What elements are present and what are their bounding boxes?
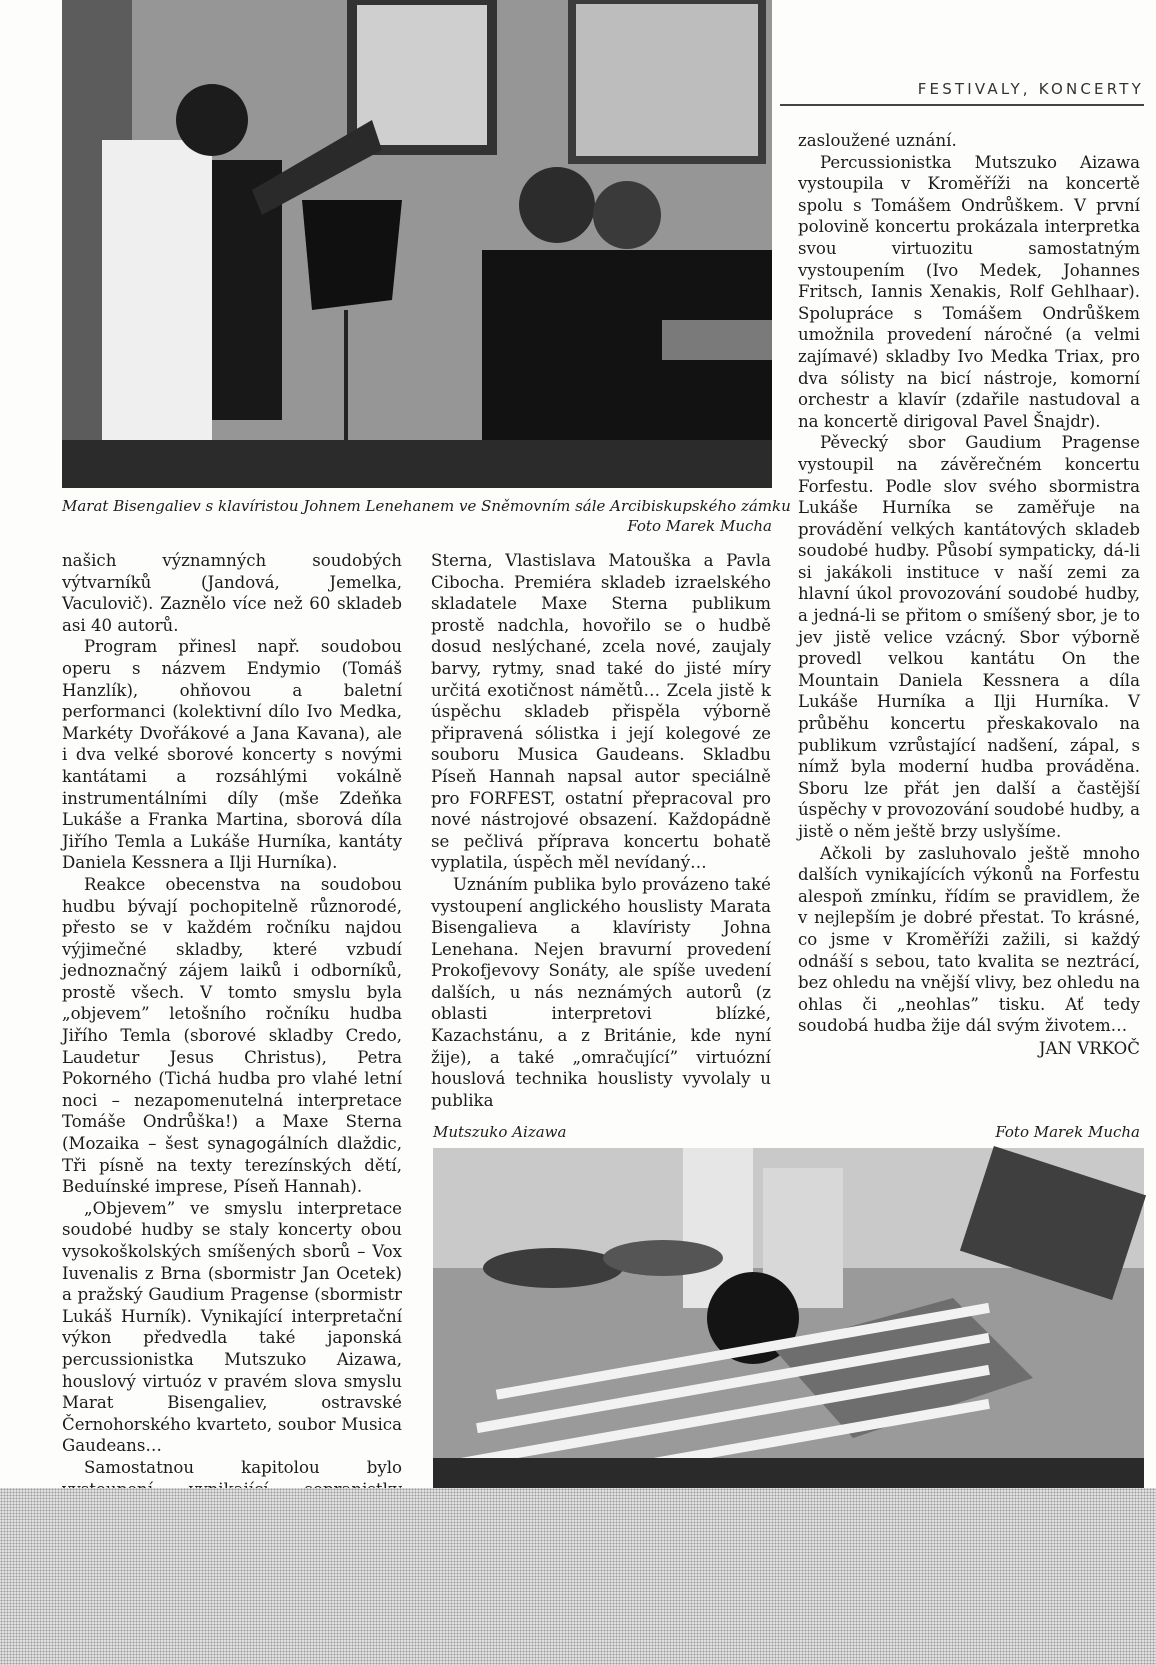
- photo-percussionist: [433, 1148, 1144, 1488]
- col1-paragraph-2: Program přinesl např. soudobou operu s názvem Endymio (Tomáš Hanzlík), ohňovou a baletní performanci (kolektivní dílo Ivo Medka, Markéty Dvořákové a Jana Kavana), ale i dva velké sborové koncerty s novými kantátami a rozsáhlými vokálně instrumentálními díly (mše Zdeňka Lukáše a Franka Martina, sborová díla Jiřího Temla a Lukáše Hurníka, kantáty Daniela Kessnera a Ilji Hurníka).: [62, 637, 402, 873]
- column-1: [62, 550, 402, 1486]
- scan-halftone-band: [0, 1488, 1156, 1665]
- col1-paragraph-1: našich významných soudobých výtvarníků (Jandová, Jemelka, Vaculovič). Zaznělo více než 60 skladeb asi 40 autorů.: [62, 551, 402, 635]
- col3-paragraph-4: Ačkoli by zasluhovalo ještě mnoho dalších vynikajících výkonů na Forfestu alespoň zmínku, řídím se pravidlem, že v nejlepším je dobré přestat. To krásné, co jsme v Kroměříži zažili, si každý odnáší s sebou, tato kvalita se neztrácí, bez ohledu na vnější vlivy, bez ohledu na ohlas či „neohlas” tisku. Ať tedy soudobá hudba žije dál svým životem…: [798, 843, 1140, 1036]
- col2-paragraph-1: Sterna, Vlastislava Matouška a Pavla Cibocha. Premiéra skladeb izraelského skladatele Maxe Sterna publikum prostě nadchla, hovořilo se o hudbě dosud neslýchané, zcela nové, zaujaly barvy, rytmy, snad také do jisté míry určitá exotičnost námětů… Zcela jistě k úspěchu skladeb přispěla výborně připravená sólistka i její kolegové ze souboru Musica Gaudeans. Skladbu Píseň Hannah napsal autor speciálně pro FORFEST, ostatní přepracoval pro nové nástrojové obsazení. Každopádně se pečlivá příprava koncertu bohatě vyplatila, úspěch měl nevídaný…: [431, 551, 771, 873]
- col3-paragraph-1: zasloužené uznání.: [798, 131, 957, 150]
- photo2-caption: Mutszuko Aizawa: [433, 1123, 567, 1141]
- photo1-credit: Foto Marek Mucha: [627, 517, 772, 535]
- photo1-caption: [62, 496, 791, 536]
- photo-violinist-pianist: [62, 0, 772, 488]
- column-3: [798, 130, 1140, 1060]
- col2-paragraph-2: Uznáním publika bylo provázeno také vystoupení anglického houslisty Marata Bisengalieva a klavíristy Johna Lenehana. Nejen bravurní provedení Prokofjevovy Sonáty, ale spíše uvedení dalších, u nás neznámých autorů (z oblasti interpretovi blízké, Kazachstánu, a z Británie, kde nyní žije), a také „omračující” virtuózní houslová technika houslisty vyvolaly u publika: [431, 874, 771, 1110]
- section-header: FESTIVALY, KONCERTY: [780, 80, 1144, 106]
- col1-paragraph-5: Samostatnou kapitolou bylo: [84, 1457, 402, 1477]
- photo1-caption-text: Marat Bisengaliev s klavíristou Johnem Lenehanem ve Sněmovním sále Arcibiskupského zámku: [62, 497, 791, 515]
- column-2: [431, 550, 771, 1111]
- col3-paragraph-2: Percussionistka Mutszuko Aizawa vystoupila v Kroměříži na koncertě spolu s Tomášem Ondrůškem. V první polovině koncertu prokázala interpretka svou virtuozitu samostatným vystoupením (Ivo Medek, Johannes Fritsch, Iannis Xenakis, Rolf Gehlhaar). Spolupráce s Tomášem Ondrůškem umožnila provedení náročné (a velmi zajímavé) skladby Ivo Medka Triax, pro dva sólisty na bicí nástroje, komorní orchestr a klavír (zdařile nastudoval a na koncertě dirigoval Pavel Šnajdr).: [798, 152, 1140, 431]
- author-signature: JAN VRKOČ: [1038, 1038, 1140, 1058]
- col1-paragraph-3: Reakce obecenstva na soudobou hudbu bývají pochopitelně různorodé, přesto se v každém ročníku najdou výjimečné skladby, které vzbudí jednoznačný zájem laiků i odborníků, prostě všech. V tomto smyslu byla „objevem” letošního ročníku hudba Jiřího Temla (sborové skladby Credo, Laudetur Jesus Christus), Petra Pokorného (Tichá hudba pro vlahé letní noci – nezapomenutelná interpretace Tomáše Ondrůška!) a Maxe Sterna (Mozaika – šest synagogálních dlaždic, Tři písně na texty terezínských dětí, Beduínské imprese, Píseň Hannah).: [62, 874, 402, 1197]
- col1-paragraph-4: „Objevem” ve smyslu interpretace soudobé hudby se staly koncerty obou vysokoškolských smíšených sborů – Vox Iuvenalis z Brna (sbormistr Jan Ocetek) a pražský Gaudium Pragense (sbormistr Lukáš Hurník). Vynikající interpretační výkon předvedla také japonská percussionistka Mutszuko Aizawa, houslový virtuóz v pravém slova smyslu Marat Bisengaliev, ostravské Černohorského kvarteto, soubor Musica Gaudeans…: [62, 1198, 402, 1456]
- photo2-credit: Foto Marek Mucha: [995, 1123, 1140, 1141]
- col3-paragraph-3: Pěvecký sbor Gaudium Pragense vystoupil na závěrečném koncertu Forfestu. Podle slov svého sbormistra Lukáše Hurníka se zaměřuje na provádění velkých kantátových skladeb soudobé hudby. Působí sympaticky, dá-li si jakákoli instituce v naší zemi za hlavní úkol provozování soudobé hudby, a jedná-li se přitom o smíšený sbor, je to jev jistě velice vzácný. Sbor výborně provedl velkou kantátu On the Mountain Daniela Kessnera a díla Lukáše Hurníka a Ilji Hurníka. V průběhu koncertu přeskakovalo na publikum vzrůstající nadšení, zápal, s nímž byla moderní hudba prováděna. Sboru lze přát jen další a častější úspěchy v provozování soudobé hudby, a jistě o něm ještě brzy uslyšíme.: [798, 433, 1140, 841]
- photo-violinist-pianist-image: [62, 0, 772, 488]
- photo-percussionist-image: [433, 1148, 1144, 1488]
